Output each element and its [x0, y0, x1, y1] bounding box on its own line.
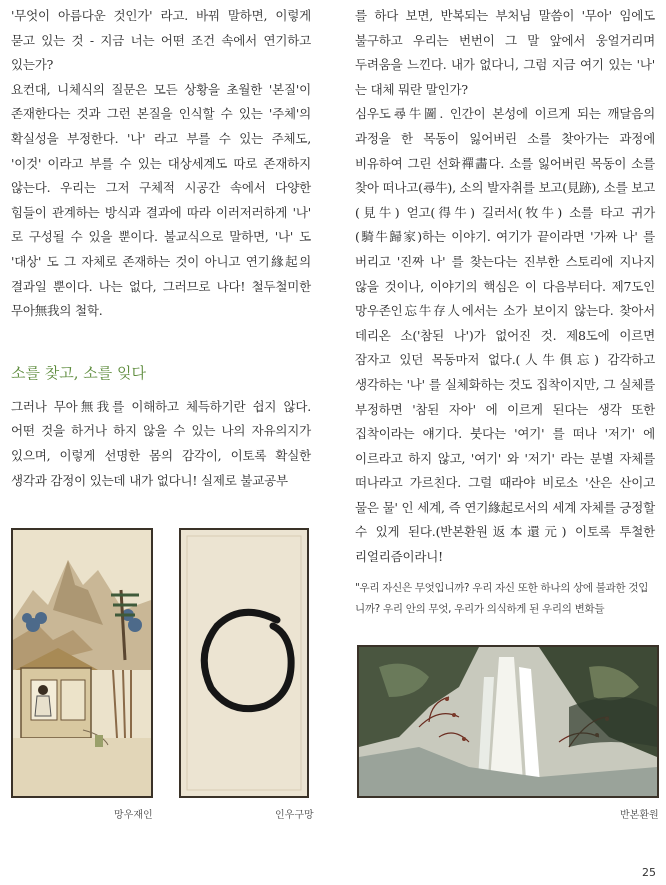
painting-caption: 인우구망 — [275, 810, 314, 821]
body-paragraph: 를 하다 보면, 반복되는 부처님 말씀이 '무아' 임에도 불구하고 우리는 번번이 그 말 앞에서 웅얼거리며 두려움을 느낀다. 내가 없다니, 그럼 지금 여기 있는 '나' 는 대체 뭐란 말인가? — [355, 8, 655, 97]
waterfall-landscape-illustration — [359, 647, 657, 796]
painting-banbon-hwanwon — [357, 645, 659, 798]
painting-caption: 망우재인 — [114, 810, 153, 821]
quote-text: "우리 자신은 무엇입니까? 우리 자신 또한 하나의 상에 불과한 것입니까? 우리 안의 무엇, 우리가 의식하게 된 우리의 변화들 — [355, 581, 649, 615]
body-paragraph: 심우도尋牛圖. 인간이 본성에 이르게 되는 깨달음의 과정을 한 목동이 잃어버린 소를 찾아가는 과정에 비유하여 그린 선화禪畵다. 소를 잃어버린 목동이 소를 찾아 떠나고(尋牛), 소의 발자취를 보고(見跡), 소를 보고(見牛) 얻고(得牛) 길러서(牧牛) 소를 타고 귀가(騎牛歸家)하는 이야기. 여기가 끝이라면 '가짜 나' 를 버리고 '진짜 나' 를 찾는다는 진부한 스토리에 지나지 않을 것이나, 이야기의 핵심은 이 다음부터다. 제7도인 망우존인忘牛存人에서는 소가 보이지 않는다. 찾아서 데리온 소('참된 나')가 없어진 것. 제8도에 이르면 잠자고 있던 목동마저 없다.(人牛俱忘) 감각하고 생각하는 '나' 를 실체화하는 것도 집착이지만, 그 실체를 부정하면 '참된 자아' 에 이르게 된다는 생각 또한 집착이라는 얘기다. 붓다는 '여기' 를 떠나 '저기' 에 이르라고 하지 않고, '여기' 와 '저기' 라는 분별 자체를 떠나라고 가르친다. 그럴 때라야 비로소 '산은 산이고 물은 물' 인 세계, 즉 연기緣起로서의 세계 자체를 긍정할 수 있게 된다.(반본환원返本還元) 이토록 투철한 리얼리즘이라니! — [355, 106, 655, 565]
body-paragraph: 요컨대, 니체식의 질문은 모든 상황을 초월한 '본질'이 존재한다는 것과 그런 본질을 인식할 수 있는 '주체'의 확실성을 부정한다. '나' 라고 부를 수 있는 주체도, '이것' 이라고 부를 수 있는 대상세계도 따로 존재하지 않는다. 우리는 그저 구체적 시공간 속에서 다양한 힘들이 관계하는 방식과 결과에 따라 이러저러하게 '나' 로 구성될 수 있을 뿐이다. 불교식으로 말하면, '나' 도 '대상' 도 그 자체로 존재하는 것이 아니고 연기緣起의 결과일 뿐이다. 나는 없다, 그러므로 나다! 철두철미한 무아無我의 철학. — [11, 81, 311, 319]
left-text-column — [11, 4, 311, 493]
painting-inu-gumang — [179, 528, 309, 798]
right-text-column — [355, 4, 655, 620]
body-paragraph: 그러나 무아無我를 이해하고 체득하기란 쉽지 않다. 어떤 것을 하거나 하지 않을 수 있는 나의 자유의지가 있으며, 이렇게 선명한 몸의 감각이, 이토록 확실한 생각과 감정이 있는데 내가 없다니! 실제로 불교공부 — [11, 398, 311, 488]
enso-circle-illustration — [181, 530, 307, 796]
painting-caption: 반본환원 — [620, 810, 659, 821]
body-paragraph: '무엇이 아름다운 것인가' 라고. 바꿔 말하면, 이렇게 묻고 있는 것 - 지금 너는 어떤 조건 속에서 연기하고 있는가? — [11, 8, 311, 73]
page-number: 25 — [642, 866, 656, 879]
landscape-hut-illustration — [13, 530, 151, 796]
section-heading: 소를 찾고, 소를 잊다 — [11, 363, 146, 382]
painting-mangwoo-jaein — [11, 528, 153, 798]
